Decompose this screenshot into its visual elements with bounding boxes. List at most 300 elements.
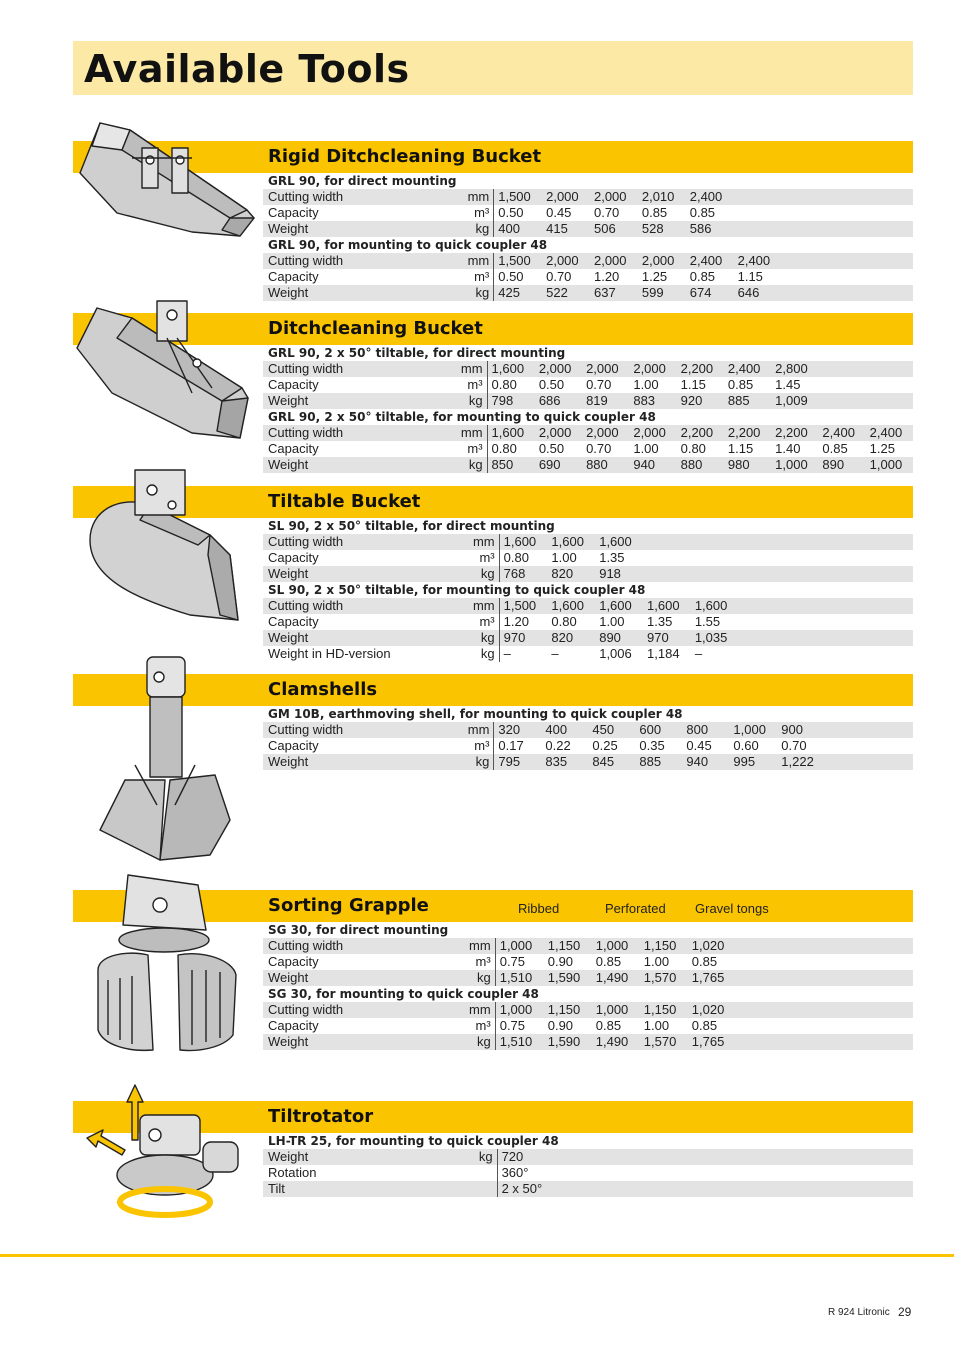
- cell-value: [866, 361, 913, 377]
- row-unit: kg: [418, 457, 487, 473]
- cell-value: [825, 269, 869, 285]
- cell-value: 1.15: [680, 377, 706, 392]
- cell-value: 820: [547, 566, 595, 582]
- cell-value: 1,000: [495, 938, 544, 954]
- cell-value: 2,000: [582, 361, 629, 377]
- cell-value: [734, 205, 782, 221]
- cell-value: 1,600: [643, 598, 691, 614]
- model-heading: SG 30, for mounting to quick coupler 48: [263, 986, 913, 1002]
- cell-value: [825, 285, 869, 301]
- model-heading-row: [263, 518, 913, 534]
- cell-value: 2,200: [771, 425, 818, 441]
- cell-value: [739, 630, 783, 646]
- cell-value: 2,400: [866, 425, 913, 441]
- table-row: [263, 393, 913, 409]
- row-label: Cutting width: [263, 534, 428, 550]
- model-heading: SG 30, for direct mounting: [263, 922, 913, 938]
- cell-value: [867, 1181, 913, 1197]
- cell-value: 0.85: [595, 1018, 622, 1033]
- page-title: Available Tools: [84, 47, 410, 91]
- cell-value: 1,600: [547, 534, 595, 550]
- cell-value: 0.35: [639, 738, 665, 753]
- cell-value: [824, 970, 868, 986]
- cell-value: 0.80: [503, 550, 529, 565]
- cell-value: 0.22: [545, 738, 571, 753]
- cell-value: [825, 722, 869, 738]
- row-label: Cutting width: [263, 722, 423, 738]
- row-unit: m³: [423, 738, 494, 754]
- cell-value: [739, 550, 783, 566]
- cell-value: 0.70: [781, 738, 807, 753]
- cell-value: 0.85: [689, 205, 716, 220]
- row-unit: m³: [428, 550, 499, 566]
- row-label: Cutting width: [263, 1002, 424, 1018]
- row-unit: kg: [418, 393, 487, 409]
- row-label: Capacity: [268, 441, 319, 456]
- cell-value: [730, 1149, 776, 1165]
- table-row: [263, 1181, 913, 1197]
- row-unit: kg: [428, 566, 499, 582]
- cell-value: 819: [582, 393, 629, 409]
- cell-value: 995: [729, 754, 777, 770]
- cell-value: [825, 221, 869, 237]
- row-unit: m³: [418, 441, 487, 457]
- cell-value: 1,035: [691, 630, 739, 646]
- table-row: [263, 954, 913, 970]
- table-row: [263, 205, 913, 221]
- row-unit: m³: [418, 377, 487, 393]
- table-row: [263, 189, 913, 205]
- cell-value: [782, 614, 826, 630]
- spec-table: [263, 706, 913, 770]
- row-unit: kg: [428, 646, 499, 662]
- row-label: Weight: [263, 1149, 424, 1165]
- cell-value: [867, 1149, 913, 1165]
- cell-value: [592, 1165, 638, 1181]
- cell-value: 0.60: [733, 738, 759, 753]
- cell-value: [824, 1034, 868, 1050]
- row-label: Capacity: [268, 269, 319, 284]
- cell-value: [776, 1149, 822, 1165]
- row-unit: mm: [424, 938, 496, 954]
- cell-value: 0.70: [546, 269, 572, 284]
- table-row: [263, 566, 913, 582]
- cell-value: 674: [686, 285, 734, 301]
- cell-value: 2,200: [677, 361, 724, 377]
- cell-value: 720: [497, 1149, 547, 1165]
- cell-value: 2,800: [771, 361, 818, 377]
- cell-value: 450: [588, 722, 635, 738]
- cell-value: [826, 614, 870, 630]
- row-label: Cutting width: [263, 938, 424, 954]
- cell-value: 1.00: [633, 441, 659, 456]
- model-heading-row: [263, 582, 913, 598]
- model-heading-row: [263, 409, 913, 425]
- row-label: Weight: [263, 1034, 424, 1050]
- cell-value: [781, 253, 825, 269]
- cell-value: 1,490: [592, 970, 640, 986]
- cell-value: [781, 285, 825, 301]
- row-unit: [424, 1181, 497, 1197]
- cell-value: [826, 566, 870, 582]
- cell-value: 646: [734, 285, 782, 301]
- cell-value: 690: [535, 457, 582, 473]
- cell-value: [734, 221, 782, 237]
- cell-value: [776, 1181, 822, 1197]
- cell-value: 1.45: [775, 377, 801, 392]
- variant-column-label: Perforated: [605, 901, 666, 916]
- cell-value: 2,000: [590, 189, 638, 205]
- cell-value: [869, 646, 913, 662]
- cell-value: 2,400: [734, 253, 782, 269]
- cell-value: 880: [582, 457, 629, 473]
- table-row: [263, 722, 913, 738]
- page-number: 29: [898, 1305, 912, 1319]
- cell-value: 1.35: [647, 614, 673, 629]
- cell-value: 2,000: [535, 425, 582, 441]
- section-title: Tiltable Bucket: [268, 491, 421, 512]
- cell-value: [869, 598, 913, 614]
- cell-value: 0.25: [592, 738, 618, 753]
- cell-value: [869, 738, 913, 754]
- table-row: [263, 738, 913, 754]
- cell-value: [824, 954, 868, 970]
- cell-value: [780, 938, 824, 954]
- cell-value: [824, 1002, 868, 1018]
- cell-value: 0.85: [595, 954, 622, 969]
- cell-value: [782, 646, 826, 662]
- cell-value: [824, 938, 868, 954]
- cell-value: 845: [588, 754, 635, 770]
- cell-value: 1.40: [775, 441, 801, 456]
- model-heading: GRL 90, 2 x 50° tiltable, for mounting to quick coupler 48: [263, 409, 913, 425]
- cell-value: 1,150: [544, 938, 592, 954]
- cell-value: [739, 598, 783, 614]
- spec-table: [263, 173, 913, 301]
- variant-column-label: Gravel tongs: [695, 901, 769, 916]
- cell-value: 1,590: [544, 1034, 592, 1050]
- spec-table: [263, 345, 913, 473]
- section-title: Rigid Ditchcleaning Bucket: [268, 146, 542, 167]
- cell-value: 980: [724, 457, 771, 473]
- cell-value: [869, 970, 913, 986]
- cell-value: [825, 754, 869, 770]
- row-unit: m³: [424, 954, 496, 970]
- cell-value: [867, 1165, 913, 1181]
- cell-value: [826, 534, 870, 550]
- cell-value: [869, 221, 913, 237]
- cell-value: 1,600: [691, 598, 739, 614]
- row-label: Cutting width: [263, 189, 423, 205]
- cell-value: [734, 189, 782, 205]
- cell-value: [869, 614, 913, 630]
- spec-table: [263, 922, 913, 1050]
- cell-value: [782, 534, 826, 550]
- cell-value: [691, 566, 739, 582]
- cell-value: 970: [643, 630, 691, 646]
- cell-value: –: [503, 646, 511, 661]
- table-row: [263, 253, 913, 269]
- row-label: Tilt: [263, 1181, 424, 1197]
- cell-value: [691, 550, 739, 566]
- model-heading-row: [263, 706, 913, 722]
- cell-value: [869, 1002, 913, 1018]
- cell-value: 2,200: [724, 425, 771, 441]
- tiltable-bucket-illustration: [80, 465, 260, 625]
- cell-value: 768: [499, 566, 547, 582]
- model-heading-row: [263, 986, 913, 1002]
- row-label: Weight: [263, 285, 423, 301]
- table-row: [263, 425, 913, 441]
- cell-value: 970: [499, 630, 547, 646]
- cell-value: 686: [535, 393, 582, 409]
- cell-value: 2 x 50°: [497, 1181, 547, 1197]
- cell-value: [780, 1018, 824, 1034]
- cell-value: 415: [542, 221, 590, 237]
- cell-value: 890: [595, 630, 643, 646]
- model-heading-row: [263, 237, 913, 253]
- cell-value: 2,000: [535, 361, 582, 377]
- cell-value: 1,500: [494, 253, 542, 269]
- row-unit: mm: [423, 722, 494, 738]
- cell-value: [739, 646, 783, 662]
- cell-value: 1,765: [688, 970, 736, 986]
- cell-value: 600: [635, 722, 682, 738]
- cell-value: 1,600: [487, 361, 535, 377]
- cell-value: 883: [629, 393, 676, 409]
- cell-value: 360°: [501, 1165, 529, 1180]
- cell-value: [869, 938, 913, 954]
- cell-value: [826, 598, 870, 614]
- cell-value: 795: [494, 754, 542, 770]
- table-row: [263, 269, 913, 285]
- cell-value: [739, 534, 783, 550]
- cell-value: 637: [590, 285, 638, 301]
- cell-value: [547, 1181, 593, 1197]
- row-label: Cutting width: [263, 361, 418, 377]
- cell-value: 1,590: [544, 970, 592, 986]
- row-unit: [424, 1165, 497, 1181]
- cell-value: [821, 1165, 867, 1181]
- table-row: [263, 970, 913, 986]
- row-unit: kg: [423, 285, 494, 301]
- cell-value: [869, 189, 913, 205]
- cell-value: 890: [818, 457, 865, 473]
- cell-value: 940: [682, 754, 729, 770]
- cell-value: 1,510: [495, 970, 544, 986]
- cell-value: [780, 954, 824, 970]
- cell-value: 0.50: [538, 441, 565, 456]
- cell-value: 918: [595, 566, 643, 582]
- cell-value: [736, 938, 780, 954]
- cell-value: [869, 1018, 913, 1034]
- row-unit: kg: [423, 754, 494, 770]
- model-heading: SL 90, 2 x 50° tiltable, for direct mounting: [263, 518, 913, 534]
- cell-value: 320: [494, 722, 542, 738]
- model-heading-row: [263, 345, 913, 361]
- table-row: [263, 754, 913, 770]
- table-row: [263, 1149, 913, 1165]
- cell-value: 2,200: [677, 425, 724, 441]
- cell-value: 1,600: [595, 598, 643, 614]
- cell-value: 2,400: [724, 361, 771, 377]
- sorting-grapple-illustration: [88, 870, 248, 1060]
- cell-value: [826, 630, 870, 646]
- cell-value: 0.80: [551, 614, 577, 629]
- cell-value: 0.50: [498, 205, 524, 220]
- tiltrotator-illustration: [85, 1080, 245, 1230]
- cell-value: [781, 205, 825, 221]
- row-unit: kg: [424, 970, 496, 986]
- model-heading: GM 10B, earthmoving shell, for mounting to quick coupler 48: [263, 706, 913, 722]
- row-label: Capacity: [268, 614, 319, 629]
- cell-value: 1,150: [544, 1002, 592, 1018]
- cell-value: 940: [629, 457, 676, 473]
- model-heading: GRL 90, for direct mounting: [263, 173, 913, 189]
- cell-value: [643, 534, 691, 550]
- cell-value: [869, 630, 913, 646]
- cell-value: 0.75: [499, 954, 526, 969]
- cell-value: 400: [494, 221, 542, 237]
- cell-value: [818, 361, 865, 377]
- cell-value: 1.55: [694, 614, 721, 629]
- table-row: [263, 550, 913, 566]
- cell-value: 880: [677, 457, 724, 473]
- row-label: Capacity: [268, 954, 319, 969]
- rigid-ditchcleaning-bucket-illustration: [72, 118, 262, 243]
- row-label: Weight: [263, 457, 418, 473]
- cell-value: 900: [777, 722, 825, 738]
- cell-value: 1.20: [593, 269, 620, 284]
- cell-value: 1,600: [487, 425, 535, 441]
- table-row: [263, 361, 913, 377]
- cell-value: [781, 189, 825, 205]
- cell-value: 1,570: [640, 1034, 688, 1050]
- row-label: Rotation: [268, 1165, 317, 1180]
- table-row: [263, 938, 913, 954]
- cell-value: [825, 205, 869, 221]
- cell-value: 0.17: [498, 738, 524, 753]
- cell-value: [869, 285, 913, 301]
- cell-value: 1,222: [777, 754, 825, 770]
- table-row: [263, 377, 913, 393]
- cell-value: [730, 1181, 776, 1197]
- cell-value: [643, 566, 691, 582]
- model-heading-row: [263, 173, 913, 189]
- page-title-bar: [73, 41, 913, 95]
- cell-value: [638, 1165, 684, 1181]
- table-row: [263, 285, 913, 301]
- cell-value: 1,150: [640, 938, 688, 954]
- cell-value: [826, 646, 870, 662]
- table-row: [263, 534, 913, 550]
- cell-value: [869, 722, 913, 738]
- cell-value: [638, 1149, 684, 1165]
- cell-value: [825, 253, 869, 269]
- cell-value: [782, 550, 826, 566]
- row-unit: mm: [428, 598, 499, 614]
- cell-value: [825, 189, 869, 205]
- cell-value: [684, 1165, 730, 1181]
- cell-value: 885: [635, 754, 682, 770]
- section-title: Ditchcleaning Bucket: [268, 318, 483, 339]
- table-row: [263, 598, 913, 614]
- model-heading: LH-TR 25, for mounting to quick coupler 48: [263, 1133, 913, 1149]
- table-row: [263, 1034, 913, 1050]
- cell-value: 1.35: [599, 550, 625, 565]
- cell-value: 1,510: [495, 1034, 544, 1050]
- cell-value: 1.00: [599, 614, 625, 629]
- cell-value: [592, 1149, 638, 1165]
- cell-value: 1,500: [499, 598, 547, 614]
- row-label: Cutting width: [263, 425, 418, 441]
- row-unit: mm: [428, 534, 499, 550]
- cell-value: [684, 1149, 730, 1165]
- cell-value: [638, 1181, 684, 1197]
- row-unit: kg: [428, 630, 499, 646]
- cell-value: [869, 754, 913, 770]
- cell-value: [866, 393, 913, 409]
- cell-value: 850: [487, 457, 535, 473]
- row-unit: mm: [418, 425, 487, 441]
- table-row: [263, 441, 913, 457]
- cell-value: [739, 566, 783, 582]
- cell-value: 1,000: [592, 938, 640, 954]
- cell-value: 1,006: [599, 646, 632, 661]
- cell-value: 0.85: [691, 954, 718, 969]
- cell-value: 1,009: [771, 393, 818, 409]
- cell-value: [869, 566, 913, 582]
- cell-value: [869, 550, 913, 566]
- row-unit: kg: [423, 221, 494, 237]
- cell-value: 1.00: [643, 1018, 670, 1033]
- cell-value: [736, 1034, 780, 1050]
- table-row: [263, 221, 913, 237]
- row-label: Weight: [263, 754, 423, 770]
- row-label: Weight in HD-version: [268, 646, 391, 661]
- cell-value: 2,400: [818, 425, 865, 441]
- cell-value: 1,000: [592, 1002, 640, 1018]
- section-title: Clamshells: [268, 679, 378, 700]
- cell-value: 506: [590, 221, 638, 237]
- cell-value: [818, 393, 865, 409]
- model-heading-row: [263, 1133, 913, 1149]
- model-heading-row: [263, 922, 913, 938]
- cell-value: 0.45: [546, 205, 572, 220]
- cell-value: [547, 1149, 593, 1165]
- table-row: [263, 1018, 913, 1034]
- model-heading: SL 90, 2 x 50° tiltable, for mounting to quick coupler 48: [263, 582, 913, 598]
- row-label: Weight: [263, 393, 418, 409]
- cell-value: 0.85: [822, 441, 848, 456]
- row-unit: m³: [423, 205, 494, 221]
- table-row: [263, 614, 913, 630]
- row-unit: mm: [423, 189, 494, 205]
- row-label: Weight: [263, 221, 423, 237]
- cell-value: 2,000: [542, 189, 590, 205]
- cell-value: [776, 1165, 822, 1181]
- cell-value: 2,400: [686, 253, 734, 269]
- cell-value: 2,000: [638, 253, 686, 269]
- cell-value: 0.80: [491, 441, 517, 456]
- cell-value: 1,000: [495, 1002, 544, 1018]
- cell-value: 0.85: [641, 205, 668, 220]
- cell-value: 1,765: [688, 1034, 736, 1050]
- cell-value: 2,000: [629, 361, 676, 377]
- cell-value: [869, 1034, 913, 1050]
- cell-value: [869, 205, 913, 221]
- cell-value: 400: [541, 722, 588, 738]
